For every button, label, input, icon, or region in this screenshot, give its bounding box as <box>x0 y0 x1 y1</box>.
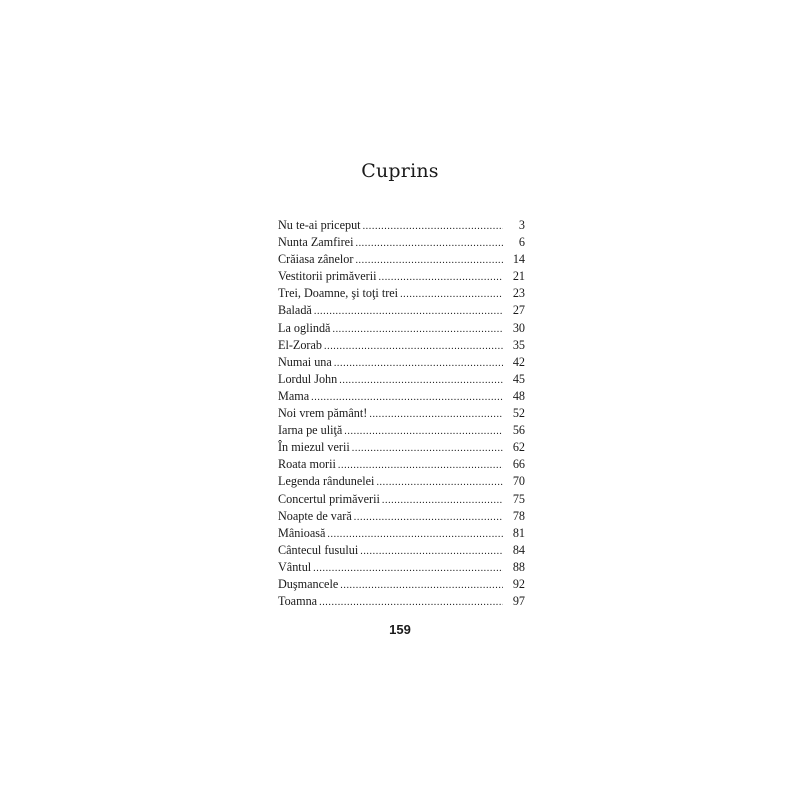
dot-leader <box>376 474 503 490</box>
toc-entry <box>278 234 525 251</box>
page-number: 159 <box>389 622 411 637</box>
toc-entry-page: 23 <box>512 286 525 301</box>
toc-entry-page: 52 <box>512 406 525 421</box>
toc-entry-title: Concertul primăverii <box>278 491 380 506</box>
toc-entry-title: Baladă <box>278 303 312 318</box>
toc-entry <box>278 251 525 268</box>
toc-entry-title: La oglindă <box>278 320 331 335</box>
dot-leader <box>354 509 503 525</box>
toc-entry-page: 27 <box>512 303 525 318</box>
toc-entry <box>278 388 525 405</box>
toc-entry-title: Cântecul fusului <box>278 542 359 557</box>
toc-entry-page: 62 <box>512 440 525 455</box>
toc-entry <box>278 371 525 388</box>
dot-leader <box>340 577 503 593</box>
toc-entry-page: 3 <box>518 218 525 232</box>
toc-entry-page: 30 <box>512 320 525 335</box>
toc-entry-title: Legenda rândunelei <box>278 474 375 489</box>
toc-entry <box>278 217 525 234</box>
dot-leader <box>355 252 503 268</box>
dot-leader <box>327 526 503 542</box>
toc-entry-title: Crăiasa zânelor <box>278 252 354 267</box>
toc-entry-page: 84 <box>512 542 525 557</box>
dot-leader <box>339 372 503 388</box>
toc-entry-page: 14 <box>512 252 525 267</box>
toc-entry-title: Numai una <box>278 354 332 369</box>
toc-entry <box>278 405 525 422</box>
toc-entry-title: Duşmancele <box>278 576 339 591</box>
toc-entry <box>278 337 525 354</box>
toc-entry <box>278 525 525 542</box>
toc-entry-title: Vestitorii primăverii <box>278 269 377 284</box>
toc-entry <box>278 473 525 490</box>
dot-leader <box>344 423 503 439</box>
toc-entry <box>278 576 525 593</box>
toc-entry-page: 81 <box>512 525 525 540</box>
toc-entry-page: 56 <box>512 423 525 438</box>
dot-leader <box>338 457 503 473</box>
dot-leader <box>319 594 503 610</box>
toc-entry-title: Mama <box>278 388 310 403</box>
toc-entry <box>278 542 525 559</box>
toc-entry-title: Trei, Doamne, şi toţi trei <box>278 286 399 301</box>
toc-entry-title: Iarna pe uliţă <box>278 423 343 438</box>
toc-entry <box>278 456 525 473</box>
toc-entry-title: Toamna <box>278 594 318 609</box>
toc-entry-title: Lordul John <box>278 371 338 386</box>
toc-entry-page: 45 <box>512 371 525 386</box>
toc-entry-title: El-Zorab <box>278 337 322 352</box>
toc-entry-title: Vântul <box>278 559 312 574</box>
page-title: Cuprins <box>361 160 439 182</box>
toc-entry <box>278 302 525 319</box>
toc-entry-title: Mânioasă <box>278 525 326 540</box>
toc-entry <box>278 268 525 285</box>
toc-entry <box>278 320 525 337</box>
toc-entry <box>278 491 525 508</box>
toc-entry-page: 21 <box>512 269 525 284</box>
toc-entry-page: 66 <box>512 457 525 472</box>
toc-entry-page: 42 <box>512 354 525 369</box>
toc-entry-title: Nunta Zamfirei <box>278 235 354 250</box>
toc-entry-title: Roata morii <box>278 457 336 472</box>
toc-entry-page: 78 <box>512 508 525 523</box>
dot-leader <box>324 338 503 354</box>
dot-leader <box>332 321 503 337</box>
dot-leader <box>334 355 503 371</box>
toc-entry-page: 75 <box>512 491 525 506</box>
toc-entry <box>278 354 525 371</box>
dot-leader <box>314 303 503 319</box>
toc-entry-page: 92 <box>512 576 525 591</box>
table-of-contents <box>278 217 525 610</box>
toc-entry-title: În miezul verii <box>278 440 350 455</box>
toc-entry <box>278 593 525 610</box>
toc-entry-page: 97 <box>512 594 525 609</box>
toc-entry-title: Noi vrem pământ! <box>278 406 368 421</box>
toc-entry-page: 48 <box>512 388 525 403</box>
dot-leader <box>311 389 503 405</box>
toc-entry-title: Nu te-ai priceput <box>278 218 361 232</box>
toc-entry <box>278 508 525 525</box>
dot-leader <box>379 269 504 285</box>
toc-entry <box>278 439 525 456</box>
dot-leader <box>369 406 503 422</box>
dot-leader <box>355 235 503 251</box>
dot-leader <box>313 560 503 576</box>
dot-leader <box>363 218 503 234</box>
dot-leader <box>360 543 503 559</box>
toc-entry-page: 70 <box>512 474 525 489</box>
toc-entry <box>278 422 525 439</box>
toc-entry <box>278 559 525 576</box>
toc-entry-page: 88 <box>512 559 525 574</box>
toc-entry-title: Noapte de vară <box>278 508 352 523</box>
dot-leader <box>352 440 503 456</box>
dot-leader <box>382 492 503 508</box>
toc-entry-page: 35 <box>512 337 525 352</box>
dot-leader <box>400 286 503 302</box>
toc-entry <box>278 285 525 302</box>
toc-entry-page: 6 <box>518 235 525 250</box>
